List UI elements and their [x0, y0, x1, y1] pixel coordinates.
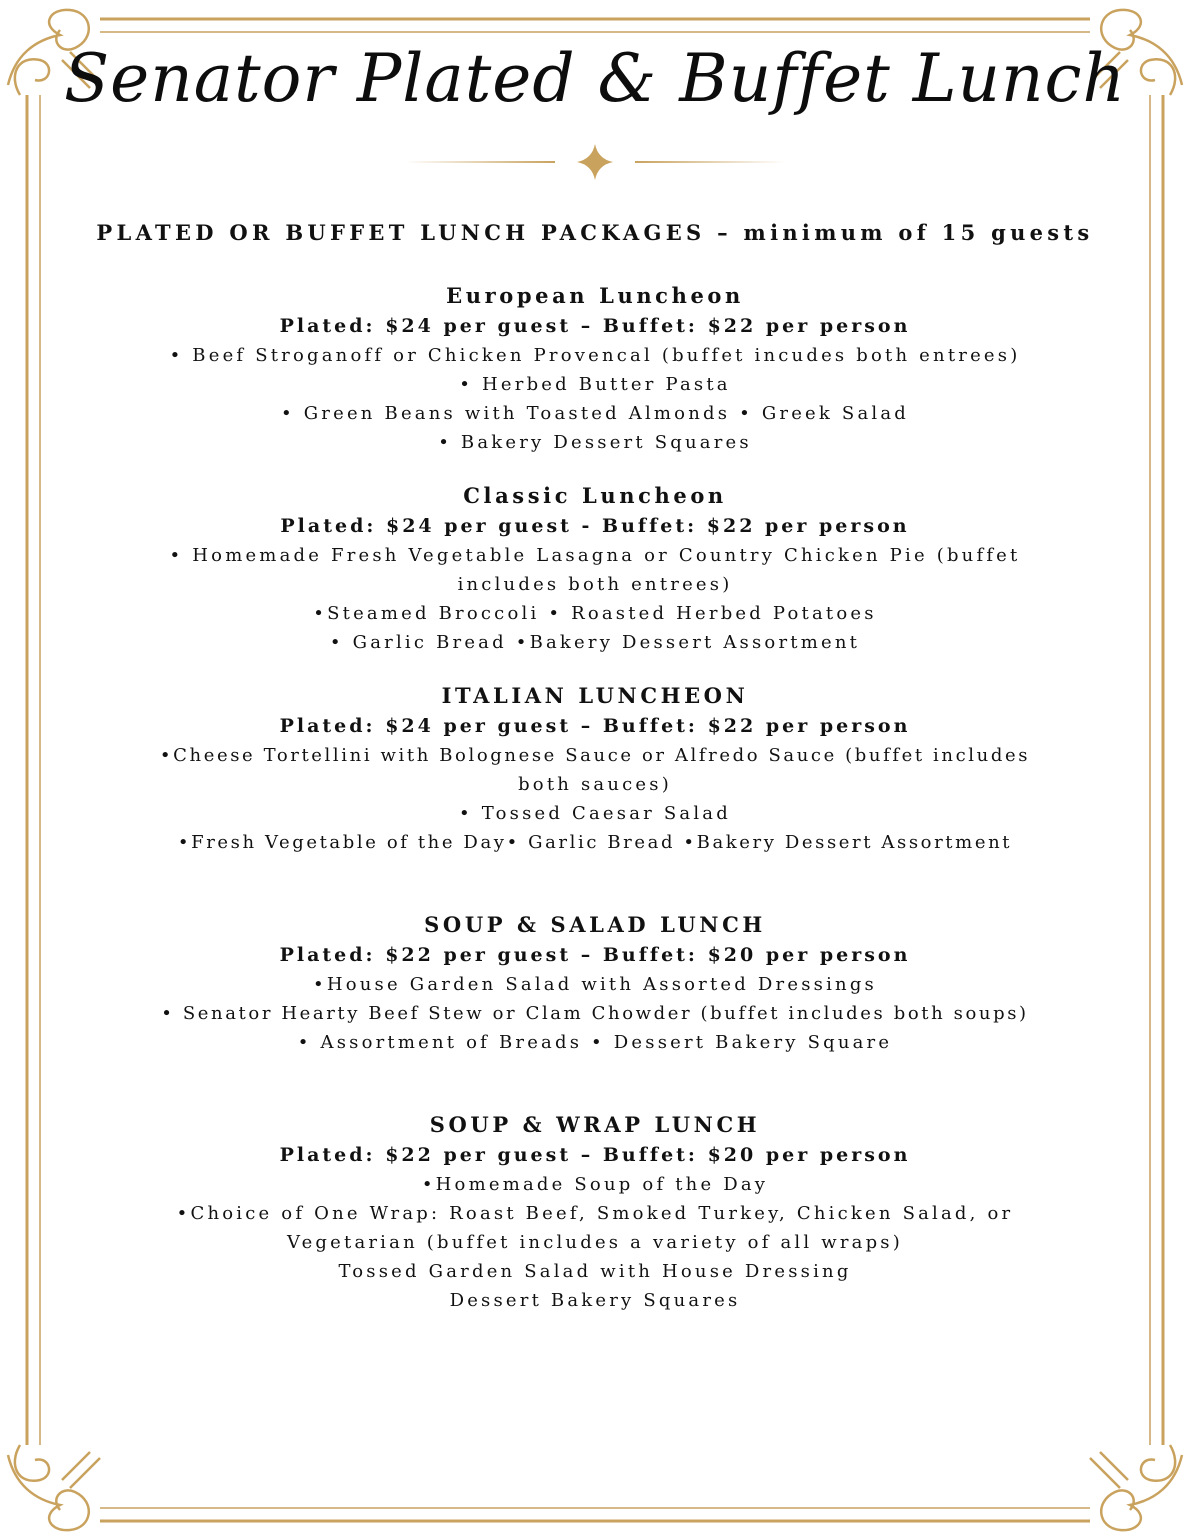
section-price: Plated: $24 per guest – Buffet: $22 per person: [279, 715, 911, 737]
menu-item: •Fresh Vegetable of the Day• Garlic Bread •Bakery Dessert Assortment: [177, 832, 1013, 853]
section-price: Plated: $24 per guest - Buffet: $22 per person: [280, 515, 910, 537]
menu-item: •Choice of One Wrap: Roast Beef, Smoked Turkey, Chicken Salad, or: [176, 1203, 1014, 1224]
menu-item: • Bakery Dessert Squares: [438, 432, 752, 453]
section-soup-wrap-lunch: [60, 1110, 1130, 1315]
menu-item: •Cheese Tortellini with Bolognese Sauce or Alfredo Sauce (buffet includes: [159, 745, 1031, 766]
section-title: Classic Luncheon: [463, 483, 727, 508]
sparkle-star-icon: [577, 144, 613, 180]
section-soup-salad-lunch: [60, 910, 1130, 1057]
section-classic-luncheon: [60, 481, 1130, 657]
menu-item: Dessert Bakery Squares: [449, 1290, 741, 1311]
section-european-luncheon: [60, 281, 1130, 457]
star-divider: [405, 140, 785, 184]
section-title: SOUP & SALAD LUNCH: [424, 912, 766, 937]
menu-item: • Homemade Fresh Vegetable Lasagna or Country Chicken Pie (buffet: [169, 545, 1021, 566]
corner-ornament-bottom-right: [1090, 1445, 1182, 1530]
menu-item: • Senator Hearty Beef Stew or Clam Chowder (buffet includes both soups): [161, 1003, 1029, 1024]
section-title: SOUP & WRAP LUNCH: [429, 1112, 761, 1137]
section-price: Plated: $22 per guest – Buffet: $20 per person: [279, 1144, 911, 1166]
section-italian-luncheon: [60, 681, 1130, 857]
packages-header: PLATED OR BUFFET LUNCH PACKAGES – minimum of 15 guests: [96, 220, 1094, 245]
menu-item: both sauces): [518, 774, 672, 795]
menu-item: • Assortment of Breads • Dessert Bakery Square: [297, 1032, 893, 1053]
menu-item: • Garlic Bread •Bakery Dessert Assortment: [329, 632, 861, 653]
menu-item: • Green Beans with Toasted Almonds • Greek Salad: [280, 403, 910, 424]
section-price: Plated: $22 per guest – Buffet: $20 per person: [279, 944, 911, 966]
page-title: Senator Plated & Buffet Lunch: [63, 40, 1127, 117]
menu-item: •Steamed Broccoli • Roasted Herbed Potatoes: [313, 603, 877, 624]
menu-item: • Tossed Caesar Salad: [459, 803, 731, 824]
menu-content: [60, 218, 1130, 1339]
menu-item: Tossed Garden Salad with House Dressing: [338, 1261, 852, 1282]
section-title: ITALIAN LUNCHEON: [441, 683, 749, 708]
menu-item: • Beef Stroganoff or Chicken Provencal (buffet incudes both entrees): [169, 345, 1021, 366]
menu-item: •House Garden Salad with Assorted Dressings: [313, 974, 877, 995]
menu-item: includes both entrees): [457, 574, 733, 595]
menu-item: • Herbed Butter Pasta: [459, 374, 731, 395]
corner-ornament-bottom-left: [8, 1445, 100, 1530]
section-title: European Luncheon: [446, 283, 744, 308]
menu-item: Vegetarian (buffet includes a variety of all wraps): [287, 1232, 903, 1253]
menu-item: •Homemade Soup of the Day: [421, 1174, 769, 1195]
section-price: Plated: $24 per guest – Buffet: $22 per person: [279, 315, 911, 337]
